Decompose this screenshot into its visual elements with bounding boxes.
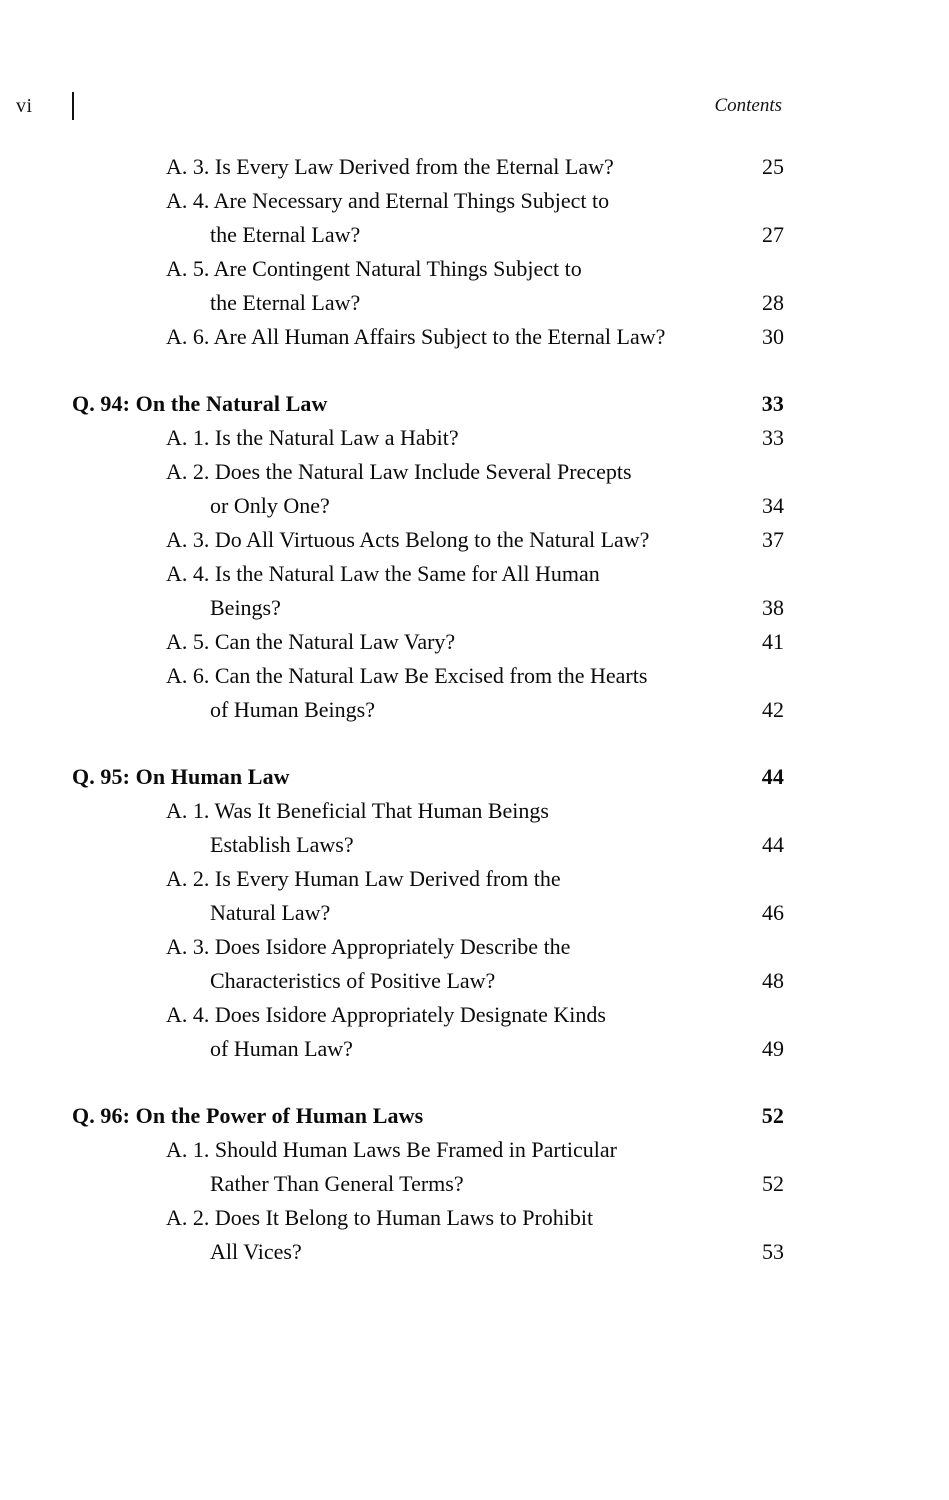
- toc-article-page-number: 46: [762, 900, 784, 925]
- toc-article-page-number: 48: [762, 968, 784, 993]
- toc-article-continuation-line: All Vices?: [210, 1239, 302, 1264]
- toc-article-page-number: 27: [762, 222, 784, 247]
- toc-article-label: A. 4. Are Necessary and Eternal Things Subject to the Eternal Law?: [72, 184, 750, 252]
- toc-question-row[interactable]: [72, 387, 784, 421]
- toc-article-page-number: 33: [762, 425, 784, 450]
- toc-article-row[interactable]: [72, 150, 784, 184]
- toc-article-label: A. 4. Does Isidore Appropriately Designate Kinds of Human Law?: [72, 998, 750, 1066]
- toc-article-page-number: 30: [762, 324, 784, 349]
- toc-article-label: A. 1. Should Human Laws Be Framed in Particular Rather Than General Terms?: [72, 1133, 750, 1201]
- toc-article-label: A. 3. Do All Virtuous Acts Belong to the Natural Law?: [166, 527, 650, 552]
- running-head-title: Contents: [714, 95, 782, 116]
- toc-article-label: A. 1. Is the Natural Law a Habit?: [166, 425, 459, 450]
- toc-article-page-number: 49: [762, 1036, 784, 1061]
- toc-article-row[interactable]: [72, 998, 784, 1066]
- toc-question-page-number: 44: [761, 764, 784, 789]
- toc-question-row[interactable]: [72, 760, 784, 794]
- toc-article-continuation-line: of Human Law?: [210, 1036, 353, 1061]
- toc-article-page-number: 53: [762, 1239, 784, 1264]
- toc-article-row[interactable]: [72, 794, 784, 862]
- toc-article-row[interactable]: [72, 557, 784, 625]
- toc-article-label: A. 1. Was It Beneficial That Human Beings Establish Laws?: [72, 794, 750, 862]
- toc-article-page-number: 28: [762, 290, 784, 315]
- toc-question-label: Q. 94: On the Natural Law: [72, 391, 328, 416]
- toc-article-continuation-line: Beings?: [210, 595, 281, 620]
- toc-article-page-number: 52: [762, 1171, 784, 1196]
- toc-article-label: A. 2. Does It Belong to Human Laws to Prohibit All Vices?: [72, 1201, 750, 1269]
- toc-article-label: A. 3. Is Every Law Derived from the Eternal Law?: [166, 154, 614, 179]
- toc-article-label: A. 6. Can the Natural Law Be Excised from the Hearts of Human Beings?: [72, 659, 750, 727]
- toc-article-continuation-line: Natural Law?: [210, 900, 331, 925]
- toc-section: [72, 760, 784, 1066]
- toc-article-row[interactable]: [72, 421, 784, 455]
- toc-article-page-number: 34: [762, 493, 784, 518]
- toc-article-row[interactable]: [72, 625, 784, 659]
- toc-article-page-number: 38: [762, 595, 784, 620]
- toc-article-continuation-line: the Eternal Law?: [210, 222, 361, 247]
- toc-article-page-number: 41: [762, 629, 784, 654]
- toc-question-page-number: 52: [761, 1103, 784, 1128]
- page-folio: vi: [16, 95, 33, 117]
- toc-section: [72, 150, 784, 354]
- toc-article-row[interactable]: [72, 320, 784, 354]
- toc-article-label: A. 2. Does the Natural Law Include Several Precepts or Only One?: [72, 455, 750, 523]
- toc-article-label: A. 5. Can the Natural Law Vary?: [166, 629, 456, 654]
- toc-article-page-number: 25: [762, 154, 784, 179]
- toc-question-label: Q. 96: On the Power of Human Laws: [72, 1103, 424, 1128]
- toc-article-row[interactable]: [72, 184, 784, 252]
- toc-article-label: A. 3. Does Isidore Appropriately Describe the Characteristics of Positive Law?: [72, 930, 750, 998]
- toc-question-label: Q. 95: On Human Law: [72, 764, 290, 789]
- toc-article-page-number: 42: [762, 697, 784, 722]
- toc-article-label: A. 5. Are Contingent Natural Things Subject to the Eternal Law?: [72, 252, 750, 320]
- toc-article-row[interactable]: [72, 1201, 784, 1269]
- toc-article-label: A. 2. Is Every Human Law Derived from the Natural Law?: [72, 862, 750, 930]
- toc-article-row[interactable]: [72, 523, 784, 557]
- toc-question-row[interactable]: [72, 1099, 784, 1133]
- toc-article-page-number: 44: [762, 832, 784, 857]
- toc-article-row[interactable]: [72, 1133, 784, 1201]
- table-of-contents: [72, 150, 784, 1269]
- toc-article-row[interactable]: [72, 455, 784, 523]
- toc-article-row[interactable]: [72, 659, 784, 727]
- running-head-rule: [72, 92, 74, 120]
- toc-article-continuation-line: Characteristics of Positive Law?: [210, 968, 496, 993]
- toc-article-label: A. 6. Are All Human Affairs Subject to the Eternal Law?: [166, 324, 666, 349]
- toc-section: [72, 1099, 784, 1269]
- toc-article-row[interactable]: [72, 252, 784, 320]
- toc-article-label: A. 4. Is the Natural Law the Same for All Human Beings?: [72, 557, 750, 625]
- toc-section: [72, 387, 784, 727]
- toc-question-page-number: 33: [761, 391, 784, 416]
- toc-article-page-number: 37: [762, 527, 784, 552]
- toc-article-row[interactable]: [72, 862, 784, 930]
- toc-article-continuation-line: the Eternal Law?: [210, 290, 361, 315]
- running-head: [0, 92, 949, 124]
- toc-article-continuation-line: or Only One?: [210, 493, 330, 518]
- toc-article-row[interactable]: [72, 930, 784, 998]
- toc-article-continuation-line: Rather Than General Terms?: [210, 1171, 464, 1196]
- toc-article-continuation-line: Establish Laws?: [210, 832, 354, 857]
- toc-article-continuation-line: of Human Beings?: [210, 697, 375, 722]
